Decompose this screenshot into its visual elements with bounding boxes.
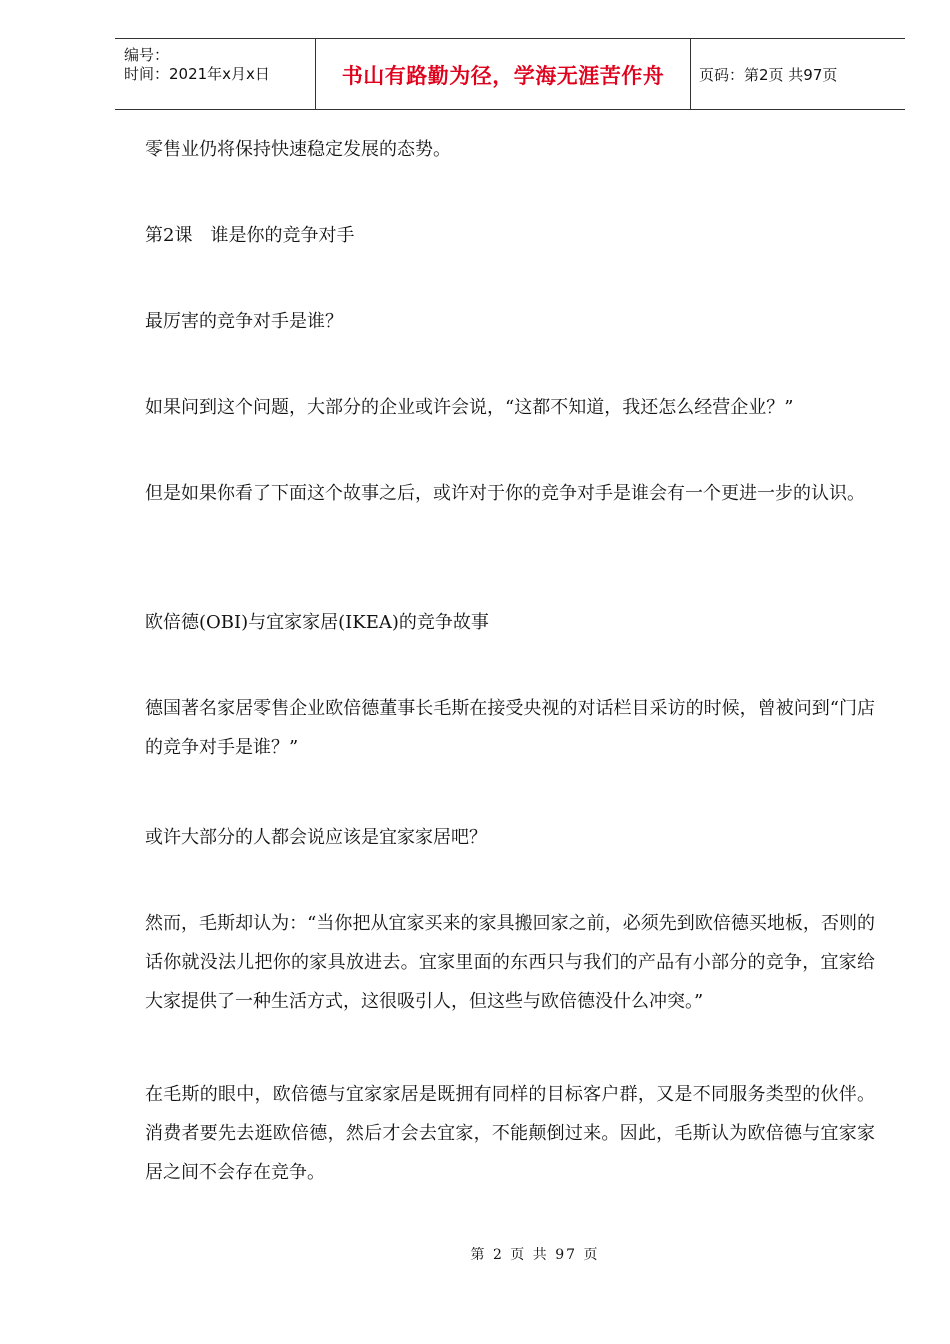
lesson-heading: 第2课 谁是你的竞争对手 bbox=[145, 225, 355, 246]
paragraph: 在毛斯的眼中，欧倍德与宜家家居是既拥有同样的目标客户群，又是不同服务类型的伙伴。消费者要先去逛欧倍德，然后才会去宜家，不能颠倒过来。因此，毛斯认为欧倍德与宜家家居之间不会存在竞争。 bbox=[145, 1084, 875, 1183]
page-header bbox=[115, 38, 905, 110]
paragraph: 但是如果你看了下面这个故事之后，或许对于你的竞争对手是谁会有一个更进一步的认识。 bbox=[145, 483, 865, 504]
header-meta bbox=[115, 39, 316, 109]
header-page-info: 页码：第2页 共97页 bbox=[699, 65, 838, 84]
document-time-label: 时间：2021年x月x日 bbox=[124, 65, 270, 83]
paragraph: 最厉害的竞争对手是谁？ bbox=[145, 311, 343, 332]
paragraph: 德国著名家居零售企业欧倍德董事长毛斯在接受央视的对话栏目采访的时候，曾被问到“门店的竞争对手是谁？” bbox=[145, 698, 875, 758]
document-number-label: 编号： bbox=[124, 46, 170, 64]
paragraph: 或许大部分的人都会说应该是宜家家居吧？ bbox=[145, 827, 487, 848]
header-motto-cell bbox=[316, 39, 691, 109]
paragraph: 零售业仍将保持快速稳定发展的态势。 bbox=[145, 139, 451, 160]
paragraph: 如果问到这个问题，大部分的企业或许会说，“这都不知道，我还怎么经营企业？” bbox=[145, 397, 794, 418]
header-page-info-cell bbox=[691, 39, 905, 109]
header-motto: 书山有路勤为径，学海无涯苦作舟 bbox=[341, 64, 665, 88]
story-title: 欧倍德(OBI)与宜家家居(IKEA)的竞争故事 bbox=[145, 612, 489, 633]
paragraph: 然而，毛斯却认为：“当你把从宜家买来的家具搬回家之前，必须先到欧倍德买地板，否则的话你就没法儿把你的家具放进去。宜家里面的东西只与我们的产品有小部分的竞争，宜家给大家提供了一种生活方式，这很吸引人，但这些与欧倍德没什么冲突。” bbox=[145, 913, 875, 1012]
page-footer: 第 2 页 共 97 页 bbox=[470, 1247, 600, 1263]
